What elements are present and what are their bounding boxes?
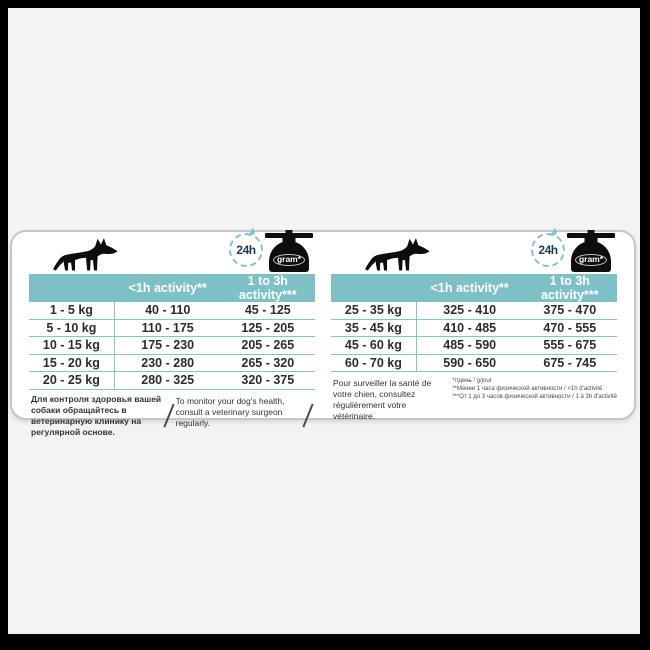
feeding-table-small-dogs	[21, 232, 323, 437]
activity1-header: <1h activity**	[128, 281, 207, 295]
vet-note-russian: Для контроля здоровья вашей собаки обращайтесь в ветеринарную клинику на регулярной основе.	[31, 393, 162, 437]
amount-cell: 110 - 175	[141, 320, 194, 335]
table-row	[331, 302, 617, 320]
activity2-header: 1 to 3h activity***	[540, 274, 599, 302]
table-rows	[29, 302, 315, 390]
amount-cell: 590 - 650	[443, 355, 497, 370]
amount-cell: 175 - 230	[141, 338, 195, 353]
amount-cell: 265 - 320	[241, 355, 295, 370]
vet-note-english: To monitor your dog's health, consult a veterinary surgeon regularly.	[175, 395, 285, 428]
scale-label: gram*	[273, 254, 305, 266]
amount-cell: 205 - 265	[241, 338, 295, 353]
vet-note-french: Pour surveiller la santé de votre chien, consultez régulièrement votre vétérinaire.	[333, 378, 432, 422]
amount-cell: 325 - 410	[443, 303, 497, 318]
clock-arrowhead	[248, 227, 262, 241]
amount-cell: 675 - 745	[543, 355, 597, 370]
scale-dome	[269, 241, 309, 272]
amount-cell: 125 - 205	[241, 320, 295, 335]
table-row	[331, 355, 617, 373]
activity1-header: <1h activity**	[430, 281, 509, 295]
weight-cell: 35 - 45 kg	[331, 320, 417, 337]
slash-divider	[162, 403, 176, 428]
table-row	[29, 320, 315, 338]
weight-cell: 45 - 60 kg	[331, 337, 417, 354]
clock-24h-icon	[229, 233, 263, 267]
feeding-table-card	[10, 230, 636, 437]
clock-label: 24h	[538, 243, 558, 257]
weight-cell: 10 - 15 kg	[29, 337, 115, 354]
column-header-band	[331, 274, 617, 302]
amount-cell: 230 - 280	[141, 355, 195, 370]
weight-cell: 20 - 25 kg	[29, 372, 115, 389]
table-row	[331, 320, 617, 338]
amount-cell: 40 - 110	[145, 303, 191, 318]
table-row	[29, 372, 315, 390]
icon-group	[229, 230, 313, 274]
slash-divider	[301, 403, 315, 428]
amount-cell: 45 - 125	[244, 303, 291, 318]
amount-cell: 375 - 470	[543, 303, 597, 318]
footnote: ***От 1 до 3 часов физической активности / 1 à 3h d'activité	[452, 394, 617, 401]
table-rows	[331, 302, 617, 372]
gram-scale-icon	[265, 230, 313, 274]
dog-silhouette-icon	[357, 237, 439, 274]
scale-label: gram*	[575, 254, 607, 266]
column-header-band	[29, 274, 315, 302]
table-header-area	[29, 232, 315, 274]
icon-group	[531, 230, 615, 274]
activity2-header: 1 to 3h activity***	[238, 274, 297, 302]
vet-advice-footer	[29, 390, 315, 445]
table-header-area	[331, 232, 617, 274]
weight-cell: 25 - 35 kg	[331, 302, 417, 319]
weight-cell: 15 - 20 kg	[29, 355, 115, 372]
footnote: *г/день / g/jour	[452, 378, 492, 384]
amount-cell: 485 - 590	[443, 338, 497, 353]
clock-label: 24h	[236, 243, 256, 257]
feeding-table-large-dogs	[323, 232, 625, 422]
amount-cell: 555 - 675	[543, 338, 597, 353]
clock-24h-icon	[531, 233, 565, 267]
table-row	[29, 337, 315, 355]
table-row	[29, 302, 315, 320]
table-row	[29, 355, 315, 373]
weight-cell: 5 - 10 kg	[29, 320, 115, 337]
scale-dome	[571, 241, 611, 272]
weight-cell: 60 - 70 kg	[331, 355, 417, 372]
footnote: **Менее 1 часа физической активности / <1h d'activité	[452, 386, 603, 393]
footnotes-block	[444, 376, 617, 401]
weight-cell: 1 - 5 kg	[29, 302, 115, 319]
vet-advice-footer	[331, 372, 617, 429]
amount-cell: 470 - 555	[543, 320, 597, 335]
amount-cell: 410 - 485	[443, 320, 497, 335]
clock-arrowhead	[550, 227, 564, 241]
gram-scale-icon	[567, 230, 615, 274]
amount-cell: 320 - 375	[241, 373, 295, 388]
table-row	[331, 337, 617, 355]
dog-silhouette-icon	[45, 237, 127, 274]
amount-cell: 280 - 325	[141, 373, 195, 388]
